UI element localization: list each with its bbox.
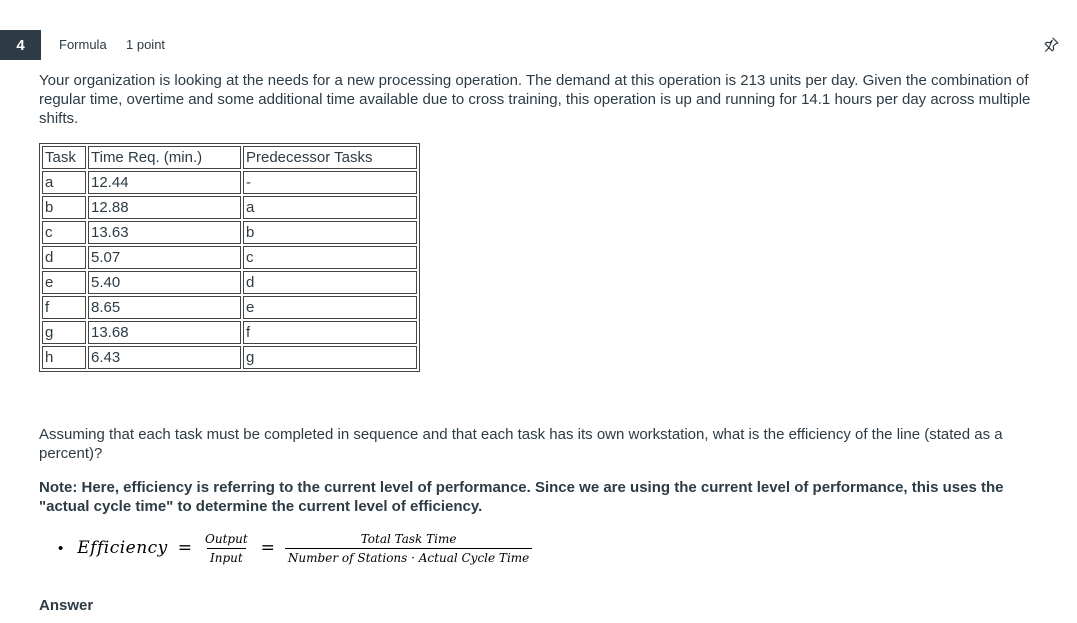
- predecessor-cell: d: [243, 271, 417, 294]
- fraction-denominator: Input: [207, 548, 246, 565]
- header-predecessor: Predecessor Tasks: [243, 146, 417, 169]
- task-cell: e: [42, 271, 86, 294]
- task-table: [39, 143, 420, 372]
- task-cell: b: [42, 196, 86, 219]
- table-row: [42, 321, 417, 344]
- predecessor-cell: c: [243, 246, 417, 269]
- assumption-text: Assuming that each task must be completed in sequence and that each task has its own workstation, what is the efficiency of the line (stated as a percent)?: [39, 426, 1003, 462]
- answer-label: Answer: [39, 597, 94, 614]
- formula-lhs: Efficiency: [77, 538, 168, 558]
- table-header-row: [42, 146, 417, 169]
- time-cell: 12.44: [88, 171, 241, 194]
- efficiency-formula: [58, 528, 532, 568]
- note-text: Note: Here, efficiency is referring to the current level of performance. Since we are using the current level of performance, this uses the "actual cycle time" to determine the current level of efficiency.: [39, 479, 1004, 515]
- time-cell: 8.65: [88, 296, 241, 319]
- task-cell: h: [42, 346, 86, 369]
- fraction-denominator: Number of Stations · Actual Cycle Time: [285, 548, 532, 565]
- header-task: Task: [42, 146, 86, 169]
- fraction-task-time: [285, 532, 532, 565]
- table-row: [42, 221, 417, 244]
- task-cell: g: [42, 321, 86, 344]
- predecessor-cell: -: [243, 171, 417, 194]
- time-cell: 13.68: [88, 321, 241, 344]
- time-cell: 13.63: [88, 221, 241, 244]
- time-cell: 6.43: [88, 346, 241, 369]
- equals-sign: =: [260, 538, 275, 558]
- table-row: [42, 271, 417, 294]
- header-time: Time Req. (min.): [88, 146, 241, 169]
- pin-icon[interactable]: [1041, 34, 1061, 54]
- predecessor-cell: a: [243, 196, 417, 219]
- table-row: [42, 346, 417, 369]
- predecessor-cell: f: [243, 321, 417, 344]
- fraction-numerator: Total Task Time: [360, 531, 457, 546]
- task-cell: a: [42, 171, 86, 194]
- question-intro-text: Your organization is looking at the needs for a new processing operation. The demand at this operation is 213 units per day. Given the combination of regular time, overtime and some additional time available due to cross training, this operation is up and running for 14.1 hours per day across multiple shifts.: [39, 72, 1031, 127]
- predecessor-cell: b: [243, 221, 417, 244]
- time-cell: 12.88: [88, 196, 241, 219]
- task-cell: d: [42, 246, 86, 269]
- table-row: [42, 196, 417, 219]
- question-number: 4: [0, 30, 41, 60]
- predecessor-cell: g: [243, 346, 417, 369]
- task-cell: f: [42, 296, 86, 319]
- time-cell: 5.07: [88, 246, 241, 269]
- table-row: [42, 296, 417, 319]
- table-row: [42, 171, 417, 194]
- time-cell: 5.40: [88, 271, 241, 294]
- table-row: [42, 246, 417, 269]
- fraction-output-input: [202, 532, 251, 565]
- task-cell: c: [42, 221, 86, 244]
- equals-sign: =: [177, 538, 193, 558]
- question-type: Formula: [59, 37, 107, 52]
- predecessor-cell: e: [243, 296, 417, 319]
- fraction-numerator: Output: [205, 531, 248, 546]
- question-points: 1 point: [126, 37, 166, 52]
- bullet: •: [58, 539, 64, 557]
